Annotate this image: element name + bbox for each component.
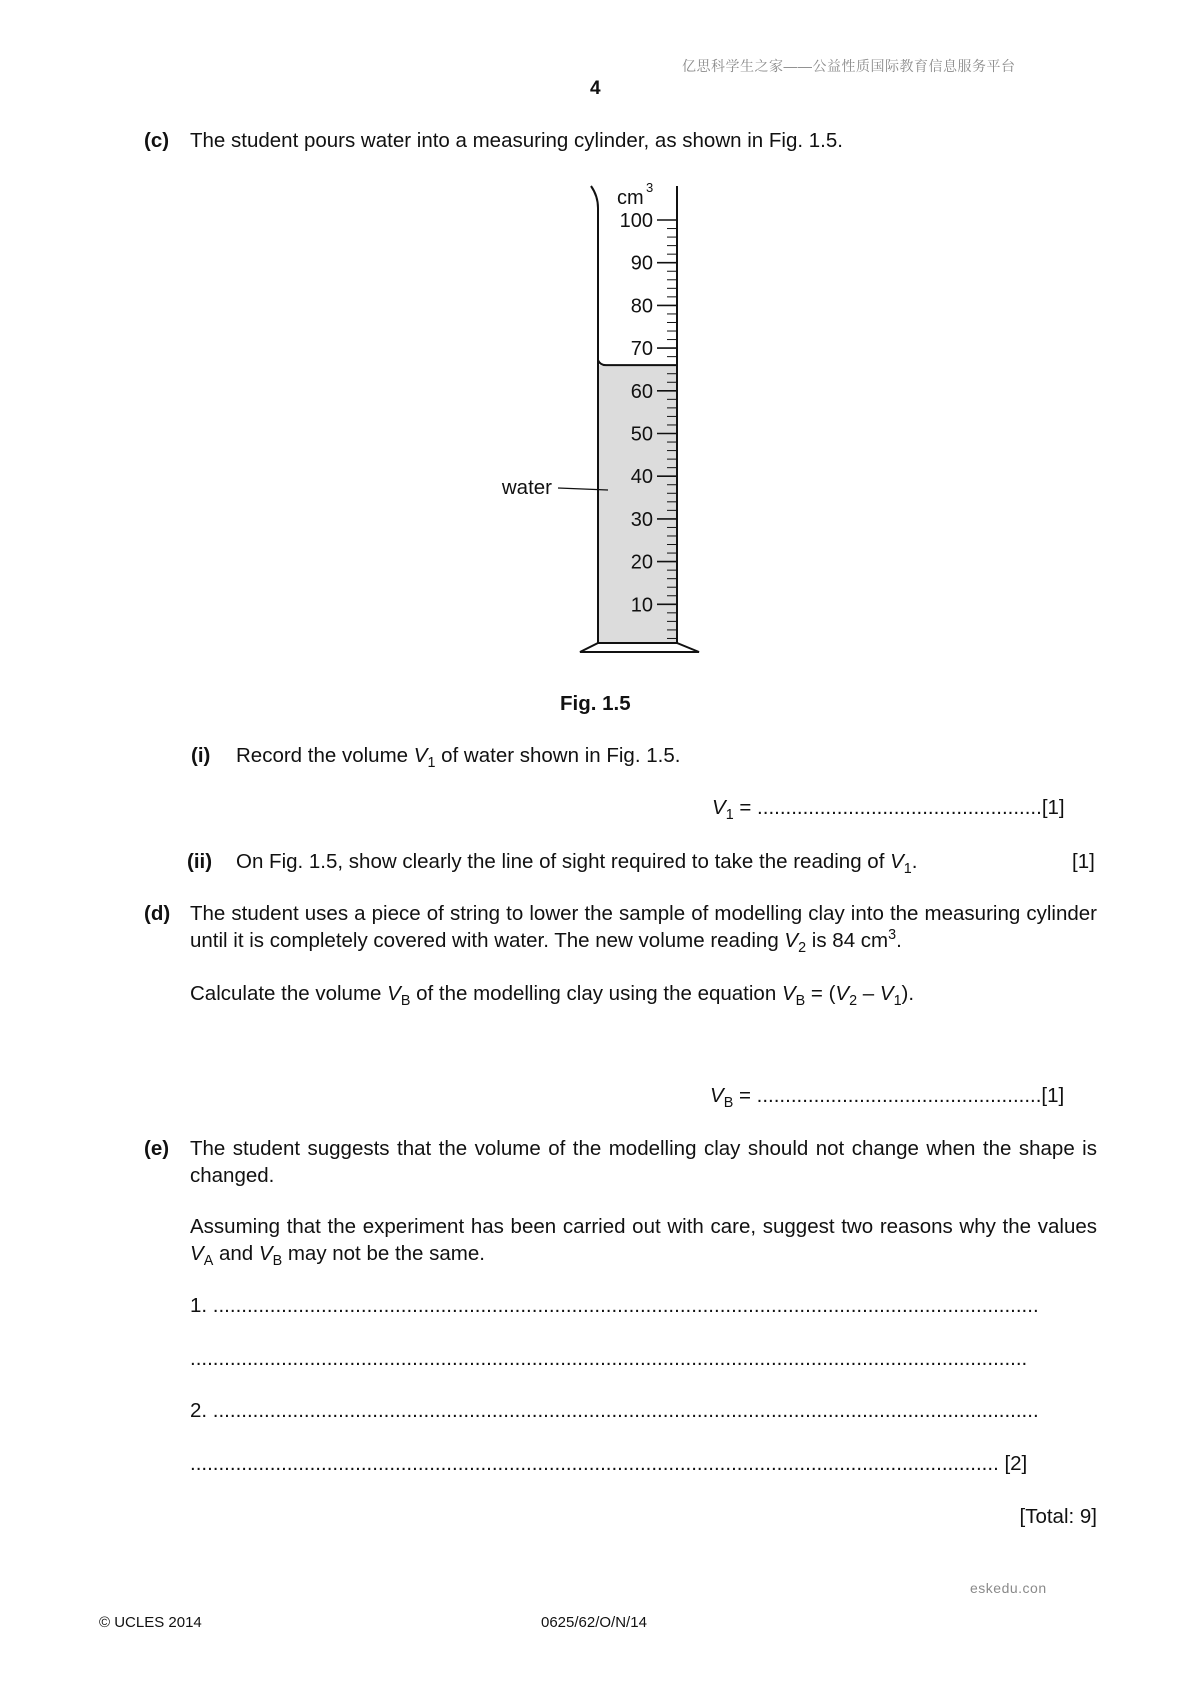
part-c-text: The student pours water into a measuring cylinder, as shown in Fig. 1.5.: [190, 129, 843, 152]
answer-line-3[interactable]: 2. .................................................................................................................................................: [190, 1399, 1039, 1422]
answer-line-2[interactable]: ...................................................................................................................................................: [190, 1347, 1028, 1370]
scale-label-90: 90: [630, 252, 653, 275]
footer-code: 0625/62/O/N/14: [541, 1614, 647, 1631]
part-d-text: The student uses a piece of string to lower the sample of modelling clay into the measuring cylinder until it is completely covered with water. The new volume reading $V_2$ is 84 $cm^3$.: [190, 902, 1097, 957]
watermark-bottom: eskedu.con: [970, 1580, 1047, 1596]
part-d-calc: Calculate the volume $V_B$ of the modelling clay using the equation $V_B = (V_2 - V_1)$.: [190, 982, 915, 1010]
unit-label: cm: [617, 187, 644, 209]
part-c-i-label: (i): [191, 744, 211, 767]
part-c-i-text: Record the volume $V_1$ of water shown in Fig. 1.5.: [236, 744, 681, 772]
answer-line-4[interactable]: .............................................................................................................................................. [2]: [190, 1452, 1028, 1475]
part-c-label: (c): [144, 129, 170, 152]
part-c-ii-label: (ii): [187, 850, 213, 873]
scale-label-20: 20: [630, 551, 653, 574]
measuring-cylinder-figure: [480, 178, 720, 658]
scale-label-70: 70: [630, 338, 653, 361]
unit-superscript: 3: [646, 180, 654, 195]
water-surface: [598, 360, 677, 365]
scale-label-10: 10: [630, 594, 653, 617]
cylinder-base: [580, 643, 699, 652]
scale-label-40: 40: [630, 466, 653, 489]
footer-copyright: © UCLES 2014: [99, 1614, 202, 1631]
figure-caption: Fig. 1.5: [560, 692, 631, 715]
part-e-question: Assuming that the experiment has been carried out with care, suggest two reasons why the values $V_A$ and $V_B$ may not be the same.: [190, 1215, 1097, 1270]
part-d-label: (d): [144, 902, 171, 925]
page-number: 4: [590, 78, 601, 99]
part-c-ii-marks: [1]: [1072, 850, 1095, 873]
scale-label-100: 100: [619, 210, 653, 232]
cylinder-left-wall: [591, 186, 598, 643]
v1-answer-line[interactable]: $V_1 = ..................................................[1]$: [712, 796, 1065, 824]
watermark-top: 亿思科学生之家——公益性质国际教育信息服务平台: [682, 58, 1016, 74]
part-e-label: (e): [144, 1137, 170, 1160]
part-e-text: The student suggests that the volume of the modelling clay should not change when the shape is changed.: [190, 1137, 1097, 1187]
water-label: water: [501, 476, 552, 499]
scale-label-30: 30: [630, 508, 653, 531]
scale-label-60: 60: [630, 380, 653, 403]
total-marks: [Total: 9]: [1019, 1505, 1097, 1528]
scale-label-80: 80: [630, 295, 653, 318]
scale-label-50: 50: [630, 423, 653, 446]
answer-line-1[interactable]: 1. .................................................................................................................................................: [190, 1294, 1039, 1317]
part-c-ii-text: On Fig. 1.5, show clearly the line of sight required to take the reading of $V_1$.: [236, 850, 918, 878]
vb-answer-line[interactable]: $V_B = ..................................................[1]$: [710, 1084, 1065, 1112]
